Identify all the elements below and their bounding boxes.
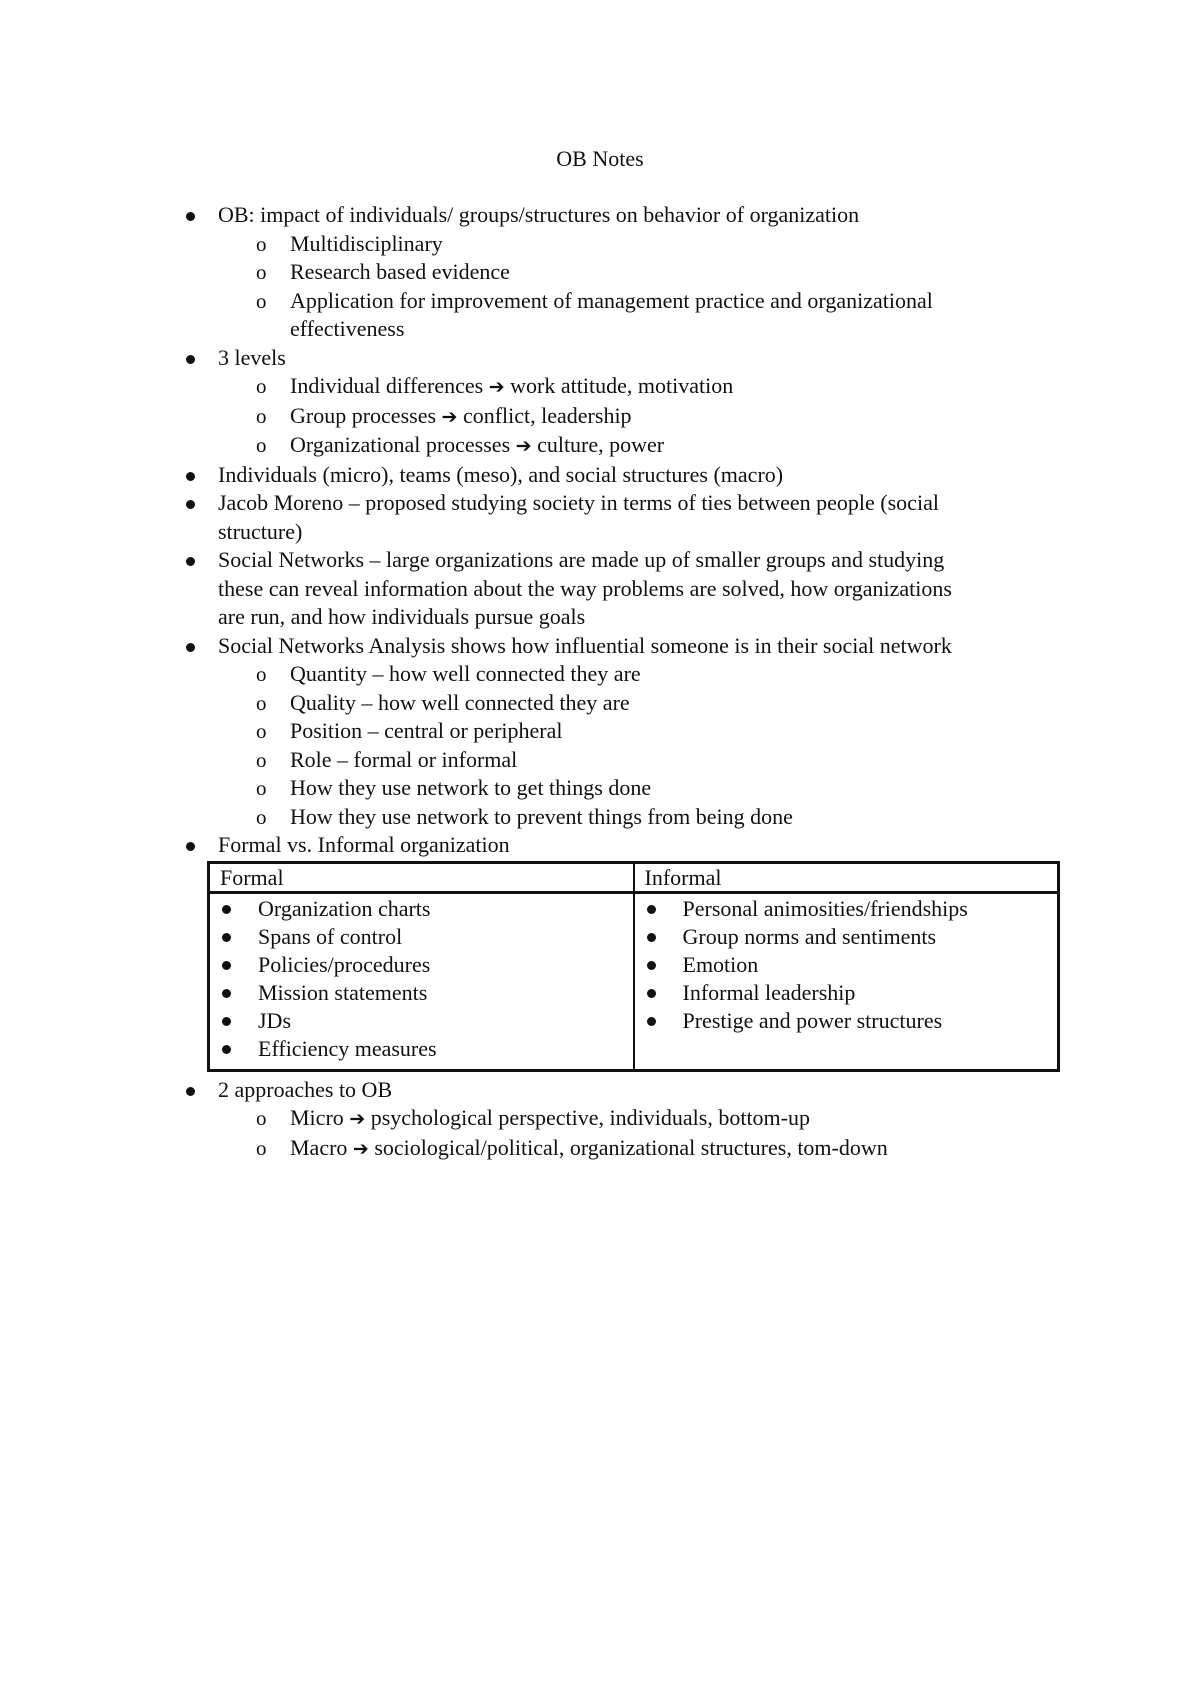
list-item [645,1007,1048,1035]
bullet-item [186,1076,1066,1105]
sub-bullet-item [186,1134,1066,1164]
sub-bullet-text: effectiveness [290,316,405,341]
bullet-item [186,344,1066,373]
list-item [645,979,1048,1007]
bullet-dot-icon [647,961,656,970]
bullet-text: Jacob Moreno – proposed studying society in terms of ties between people (social [218,490,939,515]
hollow-bullet-icon: o [256,1106,267,1130]
arrow-right-icon: ➔ [515,435,532,457]
bullet-item [186,632,1066,661]
bullet-dot-icon [222,1045,231,1054]
sub-bullet-item [186,431,1066,461]
list-item-text: Mission statements [258,979,428,1005]
hollow-bullet-icon: o [256,662,267,686]
bullet-continuation [186,575,1066,604]
list-item-text: Informal leadership [682,979,856,1005]
arrow-right-icon: ➔ [352,1137,369,1160]
bullet-item [186,461,1066,490]
bullet-dot-icon [222,905,231,914]
bullet-dot-icon [222,1017,231,1026]
bullet-dot-icon [222,933,231,942]
bullet-text: Individuals (micro), teams (meso), and social structures (macro) [218,461,784,487]
sub-bullet-item [186,287,1066,316]
list-item-text: Group norms and sentiments [682,923,937,949]
list-item [220,951,623,979]
bullet-text: are run, and how individuals pursue goals [218,604,586,629]
sub-bullet-text: Quantity – how well connected they are [290,661,641,686]
arrow-right-icon: ➔ [349,1108,366,1130]
column-header-formal: Formal [210,864,634,893]
bullet-text: Formal vs. Informal organization [218,832,510,857]
sub-bullet-left: Micro [290,1105,344,1130]
sub-bullet-item [186,402,1066,432]
bullet-dot-icon [222,989,231,998]
bullet-text: OB: impact of individuals/ groups/structures on behavior of organization [218,202,860,227]
sub-bullet-item [186,372,1066,402]
bullet-text: 2 approaches to OB [218,1076,393,1102]
sub-bullet-text: Role – formal or informal [290,746,518,772]
hollow-bullet-icon: o [256,403,267,428]
list-item [645,923,1048,951]
bullet-dot-icon [186,557,195,566]
hollow-bullet-icon: o [256,231,267,256]
bullet-item [186,201,1066,230]
sub-bullet-item [186,1104,1066,1134]
list-item [645,951,1048,979]
bullet-dot-icon [186,472,195,481]
bullet-continuation [186,518,1066,547]
sub-bullet-item [186,774,1066,803]
bullet-dot-icon [186,643,195,652]
sub-bullet-left: Organizational processes [290,432,511,457]
formal-informal-table [207,861,1060,1072]
sub-bullet-text: Quality – how well connected they are [290,689,630,715]
bullet-dot-icon [186,500,195,509]
list-item [220,1007,623,1035]
bullet-dot-icon [647,905,656,914]
sub-bullet-text: Multidisciplinary [290,230,443,256]
list-item-text: Policies/procedures [258,951,431,977]
informal-cell [634,892,1058,1069]
hollow-bullet-icon: o [256,804,267,829]
list-item [220,1035,623,1063]
sub-bullet-item [186,258,1066,287]
list-item-text: Personal animosities/friendships [682,895,968,921]
page-title: OB Notes [556,146,644,171]
hollow-bullet-icon: o [256,288,267,313]
sub-bullet-text: How they use network to prevent things from being done [290,803,793,829]
column-header-informal: Informal [634,864,1058,893]
list-item [220,895,623,923]
sub-bullet-right: conflict, leadership [462,402,632,428]
bullet-text: Social Networks Analysis shows how influential someone is in their social network [218,632,952,658]
bullet-text: Social Networks – large organizations are made up of smaller groups and studying [218,547,945,572]
list-item-text: Organization charts [258,895,431,921]
list-item [220,979,623,1007]
sub-bullet-text: Research based evidence [290,259,510,284]
list-item [220,923,623,951]
bullet-dot-icon [647,933,656,942]
bullet-dot-icon [186,355,195,364]
sub-bullet-continuation [186,315,1066,344]
list-item-text: Prestige and power structures [682,1007,943,1033]
hollow-bullet-icon: o [256,433,267,457]
hollow-bullet-icon: o [256,374,267,398]
hollow-bullet-icon: o [256,776,267,800]
sub-bullet-right: culture, power [537,432,665,457]
sub-bullet-item [186,689,1066,718]
sub-bullet-item [186,803,1066,832]
bullet-item [186,546,1066,575]
list-item-text: Efficiency measures [258,1035,437,1061]
bullet-continuation [186,603,1066,632]
sub-bullet-right: sociological/political, organizational structures, tom-down [374,1134,888,1160]
sub-bullet-right: psychological perspective, individuals, bottom-up [370,1105,810,1130]
list-item-text: Emotion [682,951,759,977]
notes-body [186,201,1066,1163]
bullet-text: 3 levels [218,344,286,370]
arrow-right-icon: ➔ [488,376,505,398]
bullet-dot-icon [647,989,656,998]
sub-bullet-left: Group processes [290,402,437,428]
hollow-bullet-icon: o [256,719,267,743]
sub-bullet-right: work attitude, motivation [510,373,734,398]
bullet-item [186,489,1066,518]
hollow-bullet-icon: o [256,747,267,772]
table-row [210,892,1057,1069]
sub-bullet-text: Application for improvement of management practice and organizational [290,287,933,313]
bullet-text: these can reveal information about the way problems are solved, how organizations [218,575,952,601]
bullet-text: structure) [218,518,303,544]
bullet-dot-icon [186,1087,195,1096]
table-header-row [210,864,1057,893]
sub-bullet-text: How they use network to get things done [290,775,652,800]
bullet-dot-icon [186,842,195,851]
hollow-bullet-icon: o [256,1135,267,1160]
sub-bullet-item [186,717,1066,746]
bullet-dot-icon [222,961,231,970]
bullet-item [186,831,1066,860]
sub-bullet-item [186,660,1066,689]
sub-bullet-text: Position – central or peripheral [290,718,563,743]
sub-bullet-item [186,230,1066,259]
bullet-dot-icon [186,212,195,221]
sub-bullet-left: Macro [290,1134,348,1160]
arrow-right-icon: ➔ [441,405,458,428]
sub-bullet-item [186,746,1066,775]
sub-bullet-left: Individual differences [290,373,484,398]
bullet-dot-icon [647,1017,656,1026]
list-item-text: JDs [258,1007,292,1033]
list-item-text: Spans of control [258,923,403,949]
list-item [645,895,1048,923]
hollow-bullet-icon: o [256,260,267,284]
formal-cell [210,892,634,1069]
hollow-bullet-icon: o [256,690,267,715]
